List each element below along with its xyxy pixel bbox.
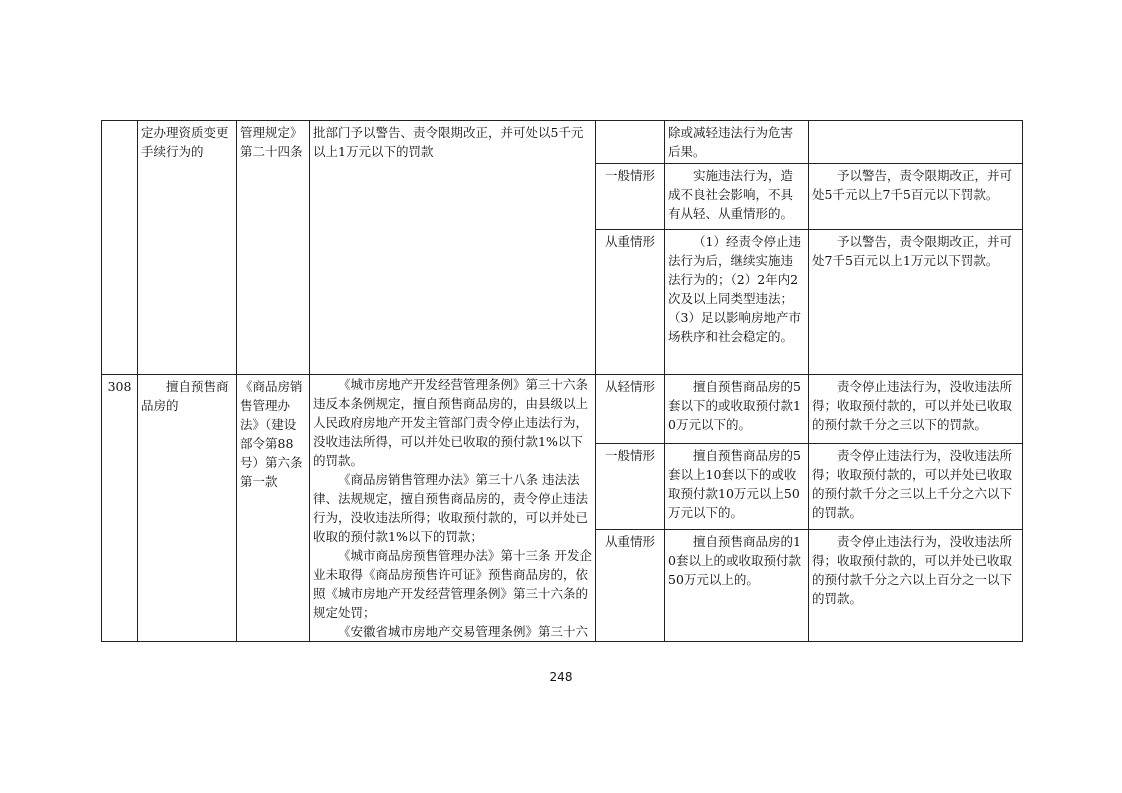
basis-cell: 《商品房销售管理办法》（建设部令第88号）第六条第一款	[237, 375, 310, 642]
provision-cell: 批部门予以警告、责令限期改正，并可处以5千元以上1万元以下的罚款	[310, 121, 596, 375]
provision-paragraph: 《商品房销售管理办法》第三十八条 违法法律、法规规定，擅自预售商品房的，责令停止违法行为，没收违法所得；收取预付款的，可以并处已收取的预付款1%以下的罚款；	[313, 472, 589, 544]
circumstance-cell: 从重情形	[596, 530, 665, 642]
circumstance-cell	[596, 121, 665, 164]
condition-cell: 擅自预售商品房的5套以下的或收取预付款10万元以下的。	[665, 375, 809, 444]
item-cell: 定办理资质变更手续行为的	[138, 121, 237, 375]
table-row	[102, 121, 1023, 164]
condition-cell: （1）经责令停止违法行为后，继续实施违法行为的；（2）2年内2次及以上同类型违法；（3）足以影响房地产市场秩序和社会稳定的。	[665, 230, 809, 375]
penalty-cell	[809, 121, 1023, 164]
condition-cell: 实施违法行为，造成不良社会影响，不具有从轻、从重情形的。	[665, 164, 809, 230]
penalty-table	[101, 120, 1023, 642]
page-number: 248	[549, 670, 573, 684]
row-number-cell	[102, 121, 138, 375]
condition-cell: 擅自预售商品房的5套以上10套以下的或收取预付款10万元以上50万元以下的。	[665, 443, 809, 530]
condition-cell: 擅自预售商品房的10套以上的或收取预付款50万元以上的。	[665, 530, 809, 642]
circumstance-cell: 一般情形	[596, 443, 665, 530]
provision-paragraph: 《城市房地产开发经营管理条例》第三十六条违反本条例规定，擅自预售商品房的，由县级以上人民政府房地产开发主管部门责令停止违法行为，没收违法所得，可以并处已收取的预付款1%以下的罚款。	[313, 377, 589, 468]
table-row	[102, 375, 1023, 444]
penalty-cell: 责令停止违法行为，没收违法所得；收取预付款的，可以并处已收取的预付款千分之三以上千分之六以下的罚款。	[809, 443, 1023, 530]
penalty-cell: 责令停止违法行为，没收违法所得；收取预付款的，可以并处已收取的预付款千分之六以上百分之一以下的罚款。	[809, 530, 1023, 642]
circumstance-cell: 从轻情形	[596, 375, 665, 444]
penalty-cell: 予以警告，责令限期改正，并可处7千5百元以上1万元以下罚款。	[809, 230, 1023, 375]
row-number-cell: 308	[102, 375, 138, 642]
penalty-cell: 责令停止违法行为，没收违法所得；收取预付款的，可以并处已收取的预付款千分之三以下的罚款。	[809, 375, 1023, 444]
provision-paragraph: 《安徽省城市房地产交易管理条例》第三十六	[338, 624, 589, 639]
penalty-cell: 予以警告，责令限期改正，并可处5千元以上7千5百元以下罚款。	[809, 164, 1023, 230]
circumstance-cell: 从重情形	[596, 230, 665, 375]
condition-cell: 除或减轻违法行为危害后果。	[665, 121, 809, 164]
provision-cell	[310, 375, 596, 642]
item-cell: 擅自预售商品房的	[138, 375, 237, 642]
basis-cell: 管理规定》第二十四条	[237, 121, 310, 375]
circumstance-cell: 一般情形	[596, 164, 665, 230]
provision-paragraph: 《城市商品房预售管理办法》第十三条 开发企业未取得《商品房预售许可证》预售商品房的，依照《城市房地产开发经营管理条例》第三十六条的规定处罚；	[313, 548, 592, 620]
